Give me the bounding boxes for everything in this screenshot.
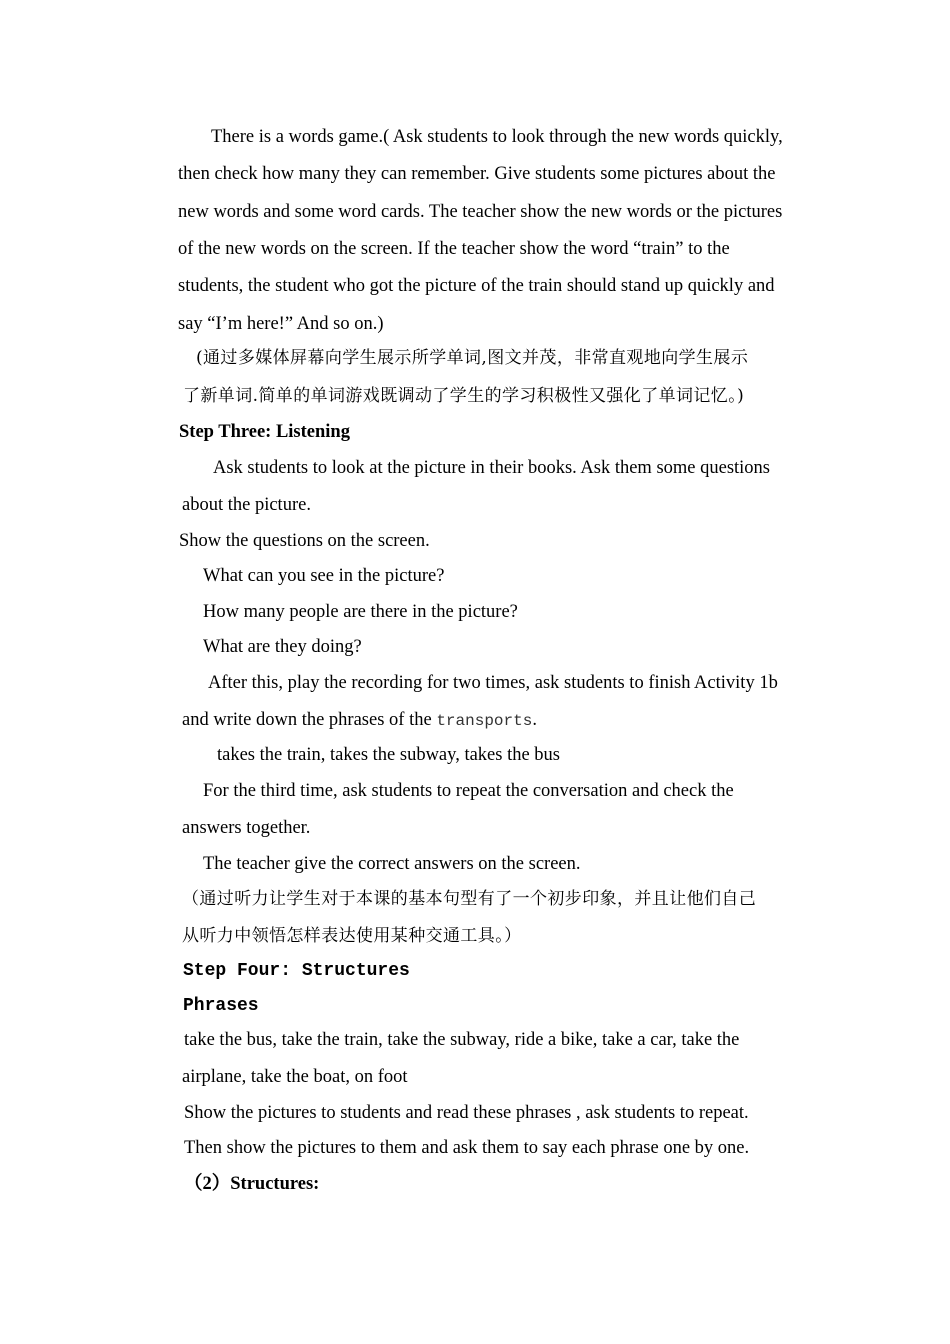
third-time-line-1: For the third time, ask students to repeat the conversation and check the bbox=[203, 781, 734, 801]
step-three-intro-line-2: about the picture. bbox=[182, 495, 311, 515]
show-questions-text: Show the questions on the screen. bbox=[179, 531, 430, 551]
structures-heading: （2）Structures: bbox=[184, 1174, 320, 1194]
after-this-line-2-prefix: and write down the phrases of the bbox=[182, 710, 437, 730]
words-game-line-6: say “I’m here!” And so on.) bbox=[178, 314, 384, 334]
question-3: What are they doing? bbox=[203, 637, 362, 657]
step-three-intro-line-1: Ask students to look at the picture in their books. Ask them some questions bbox=[213, 458, 771, 478]
after-this-line-1: After this, play the recording for two times, ask students to finish Activity 1b bbox=[208, 673, 778, 693]
listening-note-line-2: 从听力中领悟怎样表达使用某种交通工具。） bbox=[182, 926, 522, 946]
third-time-line-2: answers together. bbox=[182, 818, 311, 838]
phrases-line-2: airplane, take the boat, on foot bbox=[182, 1067, 408, 1087]
words-game-line-5: students, the student who got the picture of the train should stand up quickly and bbox=[178, 276, 775, 296]
correct-answers-text: The teacher give the correct answers on the screen. bbox=[203, 854, 581, 874]
after-this-line-2 bbox=[182, 708, 537, 733]
after-this-line-2-suffix: . bbox=[532, 710, 537, 730]
words-game-note-line-1: (通过多媒体屏幕向学生展示所学单词,图文并茂，非常直观地向学生展示 bbox=[196, 348, 749, 368]
listening-note-line-1: （通过听力让学生对于本课的基本句型有了一个初步印象，并且让他们自己 bbox=[182, 889, 757, 909]
instruction-line-1: Show the pictures to students and read these phrases , ask students to repeat. bbox=[184, 1103, 749, 1123]
words-game-line-2: then check how many they can remember. Give students some pictures about the bbox=[178, 164, 776, 184]
phrases-heading: Phrases bbox=[183, 996, 259, 1016]
instruction-line-2: Then show the pictures to them and ask them to say each phrase one by one. bbox=[184, 1138, 750, 1158]
words-game-line-3: new words and some word cards. The teacher show the new words or the pictures bbox=[178, 202, 783, 222]
question-2: How many people are there in the picture? bbox=[203, 602, 518, 622]
question-1: What can you see in the picture? bbox=[203, 566, 445, 586]
listening-answers: takes the train, takes the subway, takes the bus bbox=[217, 745, 561, 765]
transports-word: transports bbox=[436, 712, 533, 730]
phrases-line-1: take the bus, take the train, take the subway, ride a bike, take a car, take the bbox=[184, 1030, 740, 1050]
words-game-line-4: of the new words on the screen. If the teacher show the word “train” to the bbox=[178, 239, 730, 259]
words-game-note-line-2: 了新单词.简单的单词游戏既调动了学生的学习积极性又强化了单词记忆。) bbox=[183, 386, 745, 406]
step-four-heading: Step Four: Structures bbox=[183, 961, 410, 981]
step-three-heading: Step Three: Listening bbox=[179, 422, 350, 442]
words-game-line-1: There is a words game.( Ask students to look through the new words quickly, bbox=[211, 127, 783, 147]
